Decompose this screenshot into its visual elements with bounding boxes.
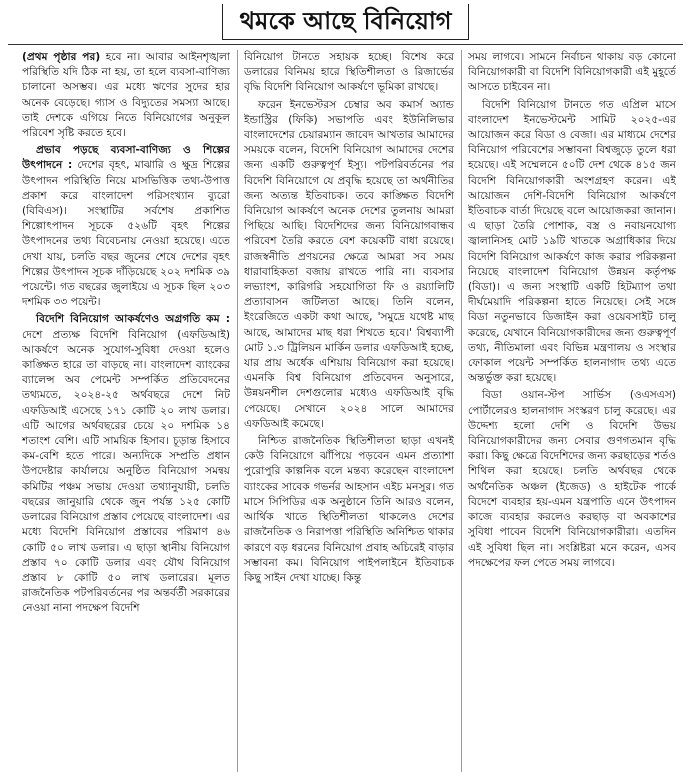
paragraph: বিডা ওয়ান-স্টপ সার্ভিস (ওএসএস) পোর্টালেরও হালনাগাদ সংস্করণ চালু করেছে। এর উদ্দেশ্য হলো দেশি ও বিদেশি উভয় বিনিয়োগকারীদের জন্য সেবার গুণগতমান বৃদ্ধি করা। কিছু ক্ষেত্রে বিদেশিদের জন্য করছাড়ের শর্তও শিথিল করা হয়েছে। চলতি অর্থবছর থেকে অর্থনৈতিক অঞ্চল (ইজেড) ও হাইটেক পার্কে বিদেশে ব্যবহার হয়-এমন যন্ত্রপাতি এনে উৎপাদন কাজে ব্যবহার করলেও করছাড় বা অবকাশের সুবিধা পাবেন বিদেশি বিনিয়োগকারীরা। এতদিন এই সুবিধা ছিল না। সংশ্লিষ্টরা মনে করেন, এসব পদক্ষেপের ফল পেতে সময় লাগবে। xyxy=(468,389,676,569)
top-rule xyxy=(8,44,683,45)
paragraph: বিনিয়োগ টানতে সহায়ক হচ্ছে। বিশেষ করে ডলারের বিনিময় হারে স্থিতিশীলতা ও রিজার্ভের বৃদ্ধি বিদেশি বিনিয়োগ আকর্ষণে ভূমিকা রাখছে। xyxy=(244,51,454,94)
column-3 xyxy=(468,50,676,772)
paragraph: সময় লাগবে। সামনে নির্বাচন থাকায় বড় কোনো বিনিয়োগকারী বা বিদেশি বিনিয়োগকারী এই মুহূর্তে আসতে চাইবেন না। xyxy=(468,51,676,94)
continued-from-label: (প্রথম পৃষ্ঠার পর) xyxy=(22,51,101,63)
paragraph xyxy=(22,143,230,310)
subheading: বিদেশি বিনিয়োগ আকর্ষণেও অগ্রগতি কম : xyxy=(36,313,230,326)
column-1 xyxy=(22,50,230,772)
paragraph-text: হবে না। আবার আইনশৃঙ্খলা পরিস্থিতি যদি ঠিক না হয়, তা হলে ব্যবসা-বাণিজ্য চালানো অসম্ভব। এর মধ্যে ঋণের সুদের হার অনেক বেড়েছে। গ্যাস ও বিদ্যুতের সমস্যা আছে। তাই দেশকে এগিয়ে নিতে বিনিয়োগের অনুকূল পরিবেশ সৃষ্টি করতে হবে। xyxy=(22,51,230,140)
paragraph: ফরেন ইনভেস্টরস চেম্বার অব কমার্স অ্যান্ড ইন্ডাস্ট্রির (ফিকি) সভাপতি এবং ইউনিলিভার বাংলাদেশের চেয়ারম্যান জাবেদ আখতার আমাদের সময়কে বলেন, বিদেশি বিনিয়োগ আমাদের দেশের জন্য একটি গুরুত্বপূর্ণ ইস্যু। পটপরিবর্তনের পর বিদেশি বিনিয়োগে যে প্রবৃদ্ধি হয়েছে তা অর্থনীতির জন্য অত্যন্ত ইতিবাচক। তবে কাঙ্ক্ষিত বিদেশি বিনিয়োগ আকর্ষণে অনেক দেশের তুলনায় আমরা পিছিয়ে আছি। বিদেশিদের জন্য বিনিয়োগবান্ধব পরিবেশ তৈরি করতে বেশ কয়েকটি বাধা রয়েছে। রাজস্বনীতি প্রণয়নের ক্ষেত্রে আমরা সব সময় ধারাবাহিকতা বজায় রাখতে পারি না। ব্যবসার লভ্যাংশ, কারিগরি সহযোগিতা ফি ও রয়্যালিটি প্রত্যাবাসন জটিলতা আছে। তিনি বলেন, ইংরেজিতে একটা কথা আছে, 'সমুদ্রে যথেষ্ট মাছ আছে, আমাদের মাছ ধরা শিখতে হবে।' বিশ্বব্যাপী মোট ১.৩ ট্রিলিয়ন মার্কিন ডলার এফডিআই হচ্ছে, যার প্রায় অর্ধেক এশিয়ায় বিনিয়োগ করা হয়েছে। এমনকি বিশ্ব বিনিয়োগ প্রতিবেদন অনুসারে, উন্নয়নশীল দেশগুলোর মধ্যেও এফডিআই বৃদ্ধি পেয়েছে। সেখানে ২০২৪ সালে আমাদের এফডিআই কমেছে। xyxy=(244,98,454,430)
subheading: প্রভাব পড়ছে ব্যবসা-বাণিজ্য ও শিল্পের উৎপাদনে : xyxy=(22,144,230,172)
headline-box xyxy=(222,4,468,40)
paragraph-text: দেশে প্রত্যক্ষ বিদেশি বিনিয়োগ (এফডিআই) আকর্ষণে অনেক সুযোগ-সুবিধা দেওয়া হলেও কাঙ্ক্ষিত হারে তা বাড়ছে না। বাংলাদেশ ব্যাংকের ব্যালেন্স অব পেমেন্ট সম্পর্কিত প্রতিবেদনের তথ্যমতে, ২০২৪-২৫ অর্থবছরে দেশে নিট এফডিআই এসেছে ১৭১ কোটি ২০ লাখ ডলার। এটি আগের অর্থবছরের চেয়ে ২০ দশমিক ১৪ শতাংশ বেশি। এটি সাময়িক হিসাব। চূড়ান্ত হিসাবে কম-বেশি হতে পারে। অন্যদিকে সম্প্রতি প্রধান উপদেষ্টার কার্যালয়ে অনুষ্ঠিত বিনিয়োগ সমন্বয় কমিটির পঞ্চম সভায় দেওয়া তথ্যানুযায়ী, চলতি বছরের জানুয়ারি থেকে জুন পর্যন্ত ১২৫ কোটি ডলারের বিনিয়োগ প্রস্তাব পেয়েছে বাংলাদেশ। এর মধ্যে বিদেশি বিনিয়োগ প্রস্তাবের পরিমাণ ৪৬ কোটি ৫০ লাখ ডলার। এ ছাড়া স্থানীয় বিনিয়োগ প্রস্তাব ৭০ কোটি ডলার এবং যৌথ বিনিয়োগ প্রস্তাব ৮ কোটি ৫০ লাখ ডলারের। মূলত রাজনৈতিক পটপরিবর্তনের পর অন্তর্বর্তী সরকারের নেওয়া নানা পদক্ষেপ বিদেশি xyxy=(22,328,230,615)
paragraph: নিশ্চিত রাজনৈতিক স্থিতিশীলতা ছাড়া এখনই কেউ বিনিয়োগে ঝাঁপিয়ে পড়বেন এমন প্রত্যাশা পুরোপুরি কাল্পনিক বলে মন্তব্য করেছেন বাংলাদেশ ব্যাংকের সাবেক গভর্নর আহসান এইচ মনসুর। গত মাসে সিপিডির এক অনুষ্ঠানে তিনি আরও বলেন, আর্থিক খাতে স্থিতিশীলতা থাকলেও দেশের রাজনৈতিক ও নিরাপত্তা পরিস্থিতি অনিশ্চিত থাকার কারণে বড় ধরনের বিনিয়োগ প্রবাহ অচিরেই বাড়ার সম্ভাবনা কম। বিনিয়োগ পাইপলাইনে ইতিবাচক কিছু সাইন দেখা যাচ্ছে। কিন্তু xyxy=(244,435,454,584)
column-2 xyxy=(244,50,454,772)
paragraph xyxy=(22,50,230,141)
column-divider xyxy=(461,50,462,772)
paragraph-text: দেশের বৃহৎ, মাঝারি ও ক্ষুদ্র শিল্পের উৎপাদন পরিস্থিতি নিয়ে মাসভিত্তিক তথ্য-উপাত্ত প্রকাশ করে বাংলাদেশ পরিসংখ্যান ব্যুরো (বিবিএস)। সংস্থাটির সর্বশেষ প্রকাশিত শিল্পোৎপাদন সূচকে ৫২৬টি বৃহৎ শিল্পের উৎপাদনের তথ্য বিবেচনায় নেওয়া হয়েছে। এতে দেখা যায়, চলতি বছর জুনের শেষে দেশের বৃহৎ শিল্পের উৎপাদন সূচক দাঁড়িয়েছে ২০২ দশমিক ৩৯ পয়েন্টে। গত বছরের জুলাইয়ে এ সূচক ছিল ২০৩ দশমিক ৩৩ পয়েন্ট। xyxy=(22,159,230,309)
column-divider xyxy=(237,50,238,772)
paragraph xyxy=(22,312,230,616)
paragraph: বিদেশি বিনিয়োগ টানতে গত এপ্রিল মাসে বাংলাদেশ ইনভেস্টমেন্ট সামিট ২০২৫-এর আয়োজন করে বিডা ও বেজা। এর মাধ্যমে দেশের বিনিয়োগ পরিবেশের সম্ভাবনা বিশ্বজুড়ে তুলে ধরা হয়েছে। এই সম্মেলনে ৫০টি দেশ থেকে ৪১৫ জন বিদেশি বিনিয়োগকারী অংশগ্রহণ করেন। এই আয়োজন দেশি-বিদেশি বিনিয়োগ আকর্ষণে ইতিবাচক বার্তা দিয়েছে বলে আয়োজকরা জানান। এ ছাড়া তৈরি পোশাক, বস্ত্র ও নবায়নযোগ্য জ্বালানিসহ মোট ১৯টি খাতকে অগ্রাধিকার দিয়ে বিদেশি বিনিয়োগ আকর্ষণে কাজ করার পরিকল্পনা নিয়েছে বাংলাদেশ বিনিয়োগ উন্নয়ন কর্তৃপক্ষ (বিডা)। এ জন্য সংস্থাটি একটি হিটম্যাপ তথা দীর্ঘমেয়াদি পরিকল্পনা হাতে নিয়েছে। সেই সঙ্গে বিডা নতুনভাবে ডিজাইন করা ওয়েবসাইট চালু করেছে, যেখানে বিনিয়োগকারীদের জন্য গুরুত্বপূর্ণ তথ্য, নীতিমালা এবং বিভিন্ন মন্ত্রণালয় ও সংস্থার ফোকাল পয়েন্ট সম্পর্কিত হালনাগাদ তথ্য এতে অন্তর্ভুক্ত করা হয়েছে। xyxy=(468,98,676,385)
headline-area xyxy=(0,0,691,44)
article-headline: থমকে আছে বিনিয়োগ xyxy=(239,5,452,35)
